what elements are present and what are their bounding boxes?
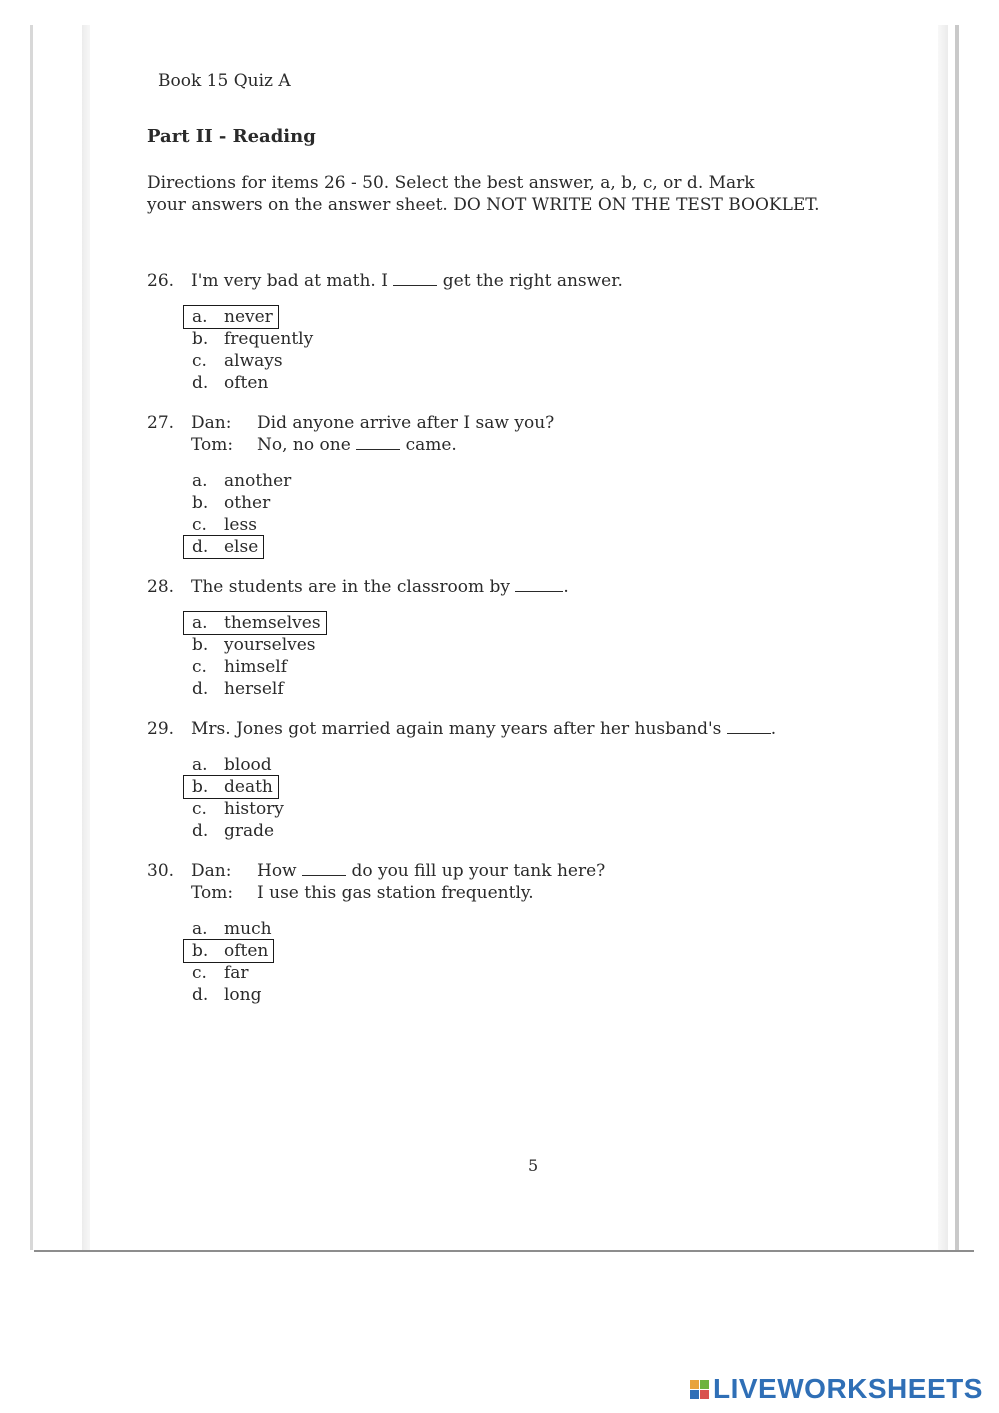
liveworksheets-logo-icon [690,1380,709,1399]
question-number: 26. [147,271,175,291]
page-bottom-edge [34,1250,974,1252]
option-30-c[interactable]: c. far [192,963,249,983]
option-30-b[interactable]: b. often [183,939,274,963]
option-26-b[interactable]: b. frequently [192,329,314,349]
scan-binding-shadow [82,25,90,1250]
dialogue-speaker: Dan: [191,861,232,881]
question-number: 29. [147,719,175,739]
dialogue-speaker: Tom: [191,883,234,903]
option-28-d[interactable]: d. herself [192,679,284,699]
option-28-b[interactable]: b. yourselves [192,635,316,655]
brand-text: LIVEWORKSHEETS [713,1373,983,1404]
question-text [191,270,623,292]
option-29-d[interactable]: d. grade [192,821,275,841]
dialogue-line: I use this gas station frequently. [257,883,534,903]
option-28-c[interactable]: c. himself [192,657,288,677]
dialogue-line: How do you fill up your tank here? [257,861,606,881]
dialogue-speaker: Dan: [191,413,232,433]
option-26-a[interactable]: a. never [183,305,279,329]
dialogue-speaker: Tom: [191,435,234,455]
logo-square [700,1380,709,1389]
quiz-header: Book 15 Quiz A [158,71,291,91]
option-29-a[interactable]: a. blood [192,755,272,775]
directions-line-1: Directions for items 26 - 50. Select the best answer, a, b, c, or d. Mark [147,173,755,193]
scan-edge-right [955,25,959,1250]
option-26-c[interactable]: c. always [192,351,283,371]
question-text: Mrs. Jones got married again many years after her husband's . [191,719,777,739]
option-28-a[interactable]: a. themselves [183,611,327,635]
option-30-d[interactable]: d. long [192,985,262,1005]
option-27-b[interactable]: b. other [192,493,271,513]
logo-square [690,1380,699,1389]
scan-edge-shadow-right [938,25,948,1250]
option-27-c[interactable]: c. less [192,515,257,535]
directions-line-2: your answers on the answer sheet. DO NOT WRITE ON THE TEST BOOKLET. [147,195,820,215]
question-number: 28. [147,577,175,597]
option-29-c[interactable]: c. history [192,799,284,819]
question-text-after: get the right answer. [442,271,623,291]
answer-blank [356,435,400,450]
question-number: 27. [147,413,175,433]
option-26-d[interactable]: d. often [192,373,269,393]
option-27-d[interactable]: d. else [183,535,264,559]
part-title: Part II - Reading [147,126,316,147]
liveworksheets-brand[interactable] [690,1373,983,1405]
answer-blank [515,577,563,592]
question-number: 30. [147,861,175,881]
scan-edge-left [30,25,33,1250]
answer-blank [727,719,771,734]
dialogue-line: No, no one came. [257,435,457,455]
answer-blank [393,271,437,286]
answer-blank [302,861,346,876]
option-27-a[interactable]: a. another [192,471,292,491]
question-text-before: I'm very bad at math. I [191,271,388,291]
page-number: 5 [528,1156,539,1175]
option-29-b[interactable]: b. death [183,775,279,799]
logo-square [690,1390,699,1399]
dialogue-line: Did anyone arrive after I saw you? [257,413,555,433]
question-text: The students are in the classroom by . [191,577,569,597]
logo-square [700,1390,709,1399]
option-30-a[interactable]: a. much [192,919,272,939]
